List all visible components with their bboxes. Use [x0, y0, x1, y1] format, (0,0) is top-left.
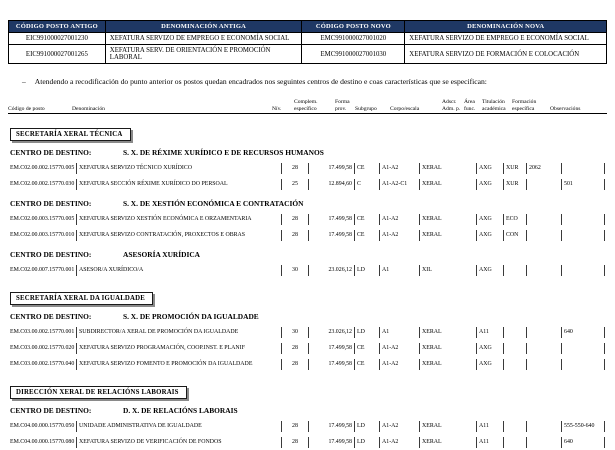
recodification-table — [8, 20, 607, 64]
cell-formacion — [561, 163, 604, 174]
cell-area: ECO — [503, 214, 526, 225]
cell-complemento: 17.499,58 — [308, 343, 354, 354]
cell-adscricion: AXG — [476, 343, 503, 354]
cell-complemento: 23.026,12 — [308, 265, 354, 276]
cell-complemento: 17.499,58 — [308, 163, 354, 174]
cell-nivel: 30 — [281, 327, 308, 338]
recodification-table-header — [9, 21, 607, 33]
recode-row — [9, 33, 607, 45]
cell-nivel: 28 — [281, 214, 308, 225]
cell-subgrupo: A1 — [379, 265, 419, 276]
recodification-note — [22, 77, 607, 86]
column-header-top: Adscr. — [442, 99, 457, 106]
cell-formacion — [561, 214, 604, 225]
cell-subgrupo: A1-A2 — [379, 421, 419, 432]
cell-titulacion — [526, 214, 561, 225]
recode-cell-codigo-novo: EMC991000027001020 — [302, 33, 405, 45]
centro-de-destino-title: S. X. DE RÉXIME XURÍDICO E DE RECURSOS HUMANOS — [123, 148, 324, 158]
recode-header-cell: DENOMINACIÓN ANTIGA — [105, 21, 302, 33]
cell-codigo: EM.C03.00.002.15770.040 — [10, 360, 75, 367]
section — [8, 287, 607, 372]
cell-adscricion: AXG — [476, 230, 503, 241]
cell-area — [503, 327, 526, 338]
column-header-area — [464, 99, 482, 112]
cell-codigo: EM.C03.00.002.15770.001 — [10, 328, 75, 335]
column-header-top: Titulación — [482, 99, 505, 106]
column-header-adscricion — [442, 99, 464, 112]
cell-nivel: 25 — [281, 179, 308, 190]
cell-corpo: XERAL — [419, 327, 476, 338]
cell-denominacion: XEFATURA SERVIZO FOMENTO E PROMOCIÓN DA IGUALDADE — [76, 359, 281, 370]
column-header-denominacion — [72, 99, 272, 112]
centro-de-destino-title: S. X. DE PROMOCIÓN DA IGUALDADE — [123, 312, 259, 322]
section — [8, 381, 607, 450]
section-title-box: SECRETARÍA XERAL TÉCNICA — [10, 128, 131, 141]
recode-header-cell: DENOMINACIÓN NOVA — [405, 21, 607, 33]
recode-cell-denominacion-nova: XEFATURA SERVIZO DE EMPREGO E ECONOMÍA SOCIAL — [405, 33, 607, 45]
recode-header-cell: CÓDIGO POSTO ANTIGO — [9, 21, 106, 33]
cell-subgrupo: A1-A2 — [379, 214, 419, 225]
centro-de-destino-label: CENTRO DE DESTINO: — [10, 406, 92, 416]
column-header-bottom: académica — [482, 105, 506, 112]
cell-area — [503, 265, 526, 276]
recode-cell-codigo-antigo: EIC991000027001265 — [9, 45, 106, 64]
cell-nivel: 28 — [281, 359, 308, 370]
column-header-formacion — [512, 99, 550, 112]
cell-complemento: 12.894,60 — [308, 179, 354, 190]
cell-complemento: 17.499,58 — [308, 437, 354, 448]
centro-de-destino-title: ASESORÍA XURÍDICA — [123, 250, 201, 260]
cell-denominacion: XEFATURA SERVIZO XESTIÓN ECONÓMICA E ORZAMENTARIA — [76, 214, 281, 225]
position-row — [8, 324, 607, 340]
cell-forma: LD — [354, 327, 379, 338]
positions-sections — [8, 123, 607, 450]
cell-titulacion — [526, 179, 561, 190]
cell-observacions — [604, 327, 615, 338]
cell-observacions — [604, 421, 615, 432]
cell-observacions — [604, 343, 615, 354]
cell-area — [503, 421, 526, 432]
column-header-bottom: específica — [512, 105, 535, 112]
cell-complemento: 23.026,12 — [308, 327, 354, 338]
cell-nivel: 28 — [281, 437, 308, 448]
column-header-observacions — [550, 99, 594, 112]
cell-corpo: XIL — [419, 265, 476, 276]
recode-cell-codigo-novo: EMC991000027001030 — [302, 45, 405, 64]
cell-subgrupo: A1-A2 — [379, 437, 419, 448]
centro-de-destino-row — [10, 406, 607, 415]
cell-corpo: XERAL — [419, 421, 476, 432]
cell-observacions — [604, 359, 615, 370]
column-header-bottom: prov. — [335, 105, 347, 112]
cell-adscricion: AXG — [476, 265, 503, 276]
centro-de-destino-row — [10, 199, 607, 208]
cell-codigo: EM.C04.00.000.15770.080 — [10, 438, 75, 445]
cell-codigo: EM.C02.00.003.15770.005 — [10, 215, 75, 222]
column-header-bottom: Observacións — [550, 105, 581, 112]
column-header-forma — [335, 99, 355, 112]
cell-corpo: XERAL — [419, 230, 476, 241]
cell-denominacion: ASESOR/A XURÍDICO/A — [76, 265, 281, 276]
cell-adscricion: AXG — [476, 163, 503, 174]
cell-codigo: EM.C02.00.002.15770.030 — [10, 180, 75, 187]
recodification-table-body — [9, 33, 607, 64]
recode-cell-denominacion-nova: XEFATURA SERVIZO DE FORMACIÓN E COLOCACIÓN — [405, 45, 607, 64]
recode-row — [9, 45, 607, 64]
column-header-bottom: Denominación — [72, 105, 105, 112]
cell-formacion: 555-550-640 — [561, 421, 604, 432]
cell-titulacion — [526, 230, 561, 241]
position-row — [8, 211, 607, 227]
cell-titulacion: 2062 — [526, 163, 561, 174]
cell-subgrupo: A1-A2 — [379, 163, 419, 174]
cell-subgrupo: A1-A2-C1 — [379, 179, 419, 190]
cell-area: CON — [503, 230, 526, 241]
cell-codigo: EM.C02.00.003.15770.010 — [10, 231, 75, 238]
cell-forma: CE — [354, 163, 379, 174]
cell-area: XUR — [503, 179, 526, 190]
cell-observacions — [604, 265, 615, 276]
column-header-bottom: Subgrupo — [355, 105, 377, 112]
position-row — [8, 356, 607, 372]
cell-forma: CE — [354, 214, 379, 225]
cell-denominacion: XEFATURA SERVIZO PROGRAMACIÓN, COOP.INST. E PLANIF — [76, 343, 281, 354]
cell-forma: LD — [354, 437, 379, 448]
column-header-complemento — [294, 99, 335, 112]
cell-observacions — [604, 437, 615, 448]
cell-adscricion: AXG — [476, 214, 503, 225]
cell-codigo: EM.C02.00.002.15770.005 — [10, 164, 75, 171]
cell-complemento: 17.499,58 — [308, 230, 354, 241]
cell-denominacion: SUBDIRECTOR/A XERAL DE PROMOCIÓN DA IGUALDADE — [76, 327, 281, 338]
recode-header-row — [9, 21, 607, 33]
recode-cell-denominacion-antiga: XEFATURA SERVIZO DE EMPREGO E ECONOMÍA SOCIAL — [105, 33, 302, 45]
cell-nivel: 30 — [281, 265, 308, 276]
cell-titulacion — [526, 437, 561, 448]
column-header-top: Forma — [335, 99, 350, 106]
cell-subgrupo: A1-A2 — [379, 230, 419, 241]
cell-corpo: XERAL — [419, 343, 476, 354]
bullet-dash: – — [22, 77, 26, 86]
centro-de-destino-title: S. X. DE XESTIÓN ECONÓMICA E CONTRATACIÓN — [123, 199, 304, 209]
cell-formacion: 501 — [561, 179, 604, 190]
position-row — [8, 160, 607, 176]
cell-adscricion: A11 — [476, 327, 503, 338]
column-header-bottom: específico — [294, 105, 317, 112]
cell-titulacion — [526, 265, 561, 276]
cell-area: XUR — [503, 163, 526, 174]
cell-formacion: 640 — [561, 327, 604, 338]
cell-observacions — [604, 214, 615, 225]
cell-nivel: 28 — [281, 230, 308, 241]
cell-subgrupo: A1-A2 — [379, 343, 419, 354]
cell-codigo: EM.C02.00.007.15770.001 — [10, 266, 75, 273]
column-header-bottom: func. — [464, 105, 476, 112]
column-header-top: Área — [464, 99, 475, 106]
column-header-codigo — [8, 99, 72, 112]
cell-denominacion: XEFATURA SECCIÓN RÉXIME XURÍDICO DO PERSOAL — [76, 179, 281, 190]
position-row — [8, 227, 607, 243]
cell-area — [503, 437, 526, 448]
cell-complemento: 17.499,58 — [308, 214, 354, 225]
cell-subgrupo: A1-A2 — [379, 359, 419, 370]
recode-header-cell: CÓDIGO POSTO NOVO — [302, 21, 405, 33]
cell-forma: C — [354, 179, 379, 190]
column-header-nivel — [272, 99, 294, 112]
column-header-top: Formación — [512, 99, 537, 106]
cell-nivel: 28 — [281, 163, 308, 174]
position-row — [8, 418, 607, 434]
cell-adscricion: A11 — [476, 437, 503, 448]
column-header-bottom: Adm. p. — [442, 105, 461, 112]
centro-de-destino-label: CENTRO DE DESTINO: — [10, 199, 92, 209]
position-row — [8, 340, 607, 356]
cell-corpo: XERAL — [419, 179, 476, 190]
position-row — [8, 262, 607, 278]
cell-formacion: 640 — [561, 437, 604, 448]
cell-titulacion — [526, 343, 561, 354]
cell-adscricion: AXG — [476, 179, 503, 190]
cell-forma: LD — [354, 265, 379, 276]
centro-de-destino-row — [10, 312, 607, 321]
cell-subgrupo: A1 — [379, 327, 419, 338]
column-header-bottom: Corpo/escala — [390, 105, 420, 112]
cell-titulacion — [526, 359, 561, 370]
section-title-box: DIRECCIÓN XERAL DE RELACIÓNS LABORAIS — [10, 386, 187, 399]
centro-de-destino-label: CENTRO DE DESTINO: — [10, 148, 92, 158]
cell-formacion — [561, 359, 604, 370]
section-title-box: SECRETARÍA XERAL DA IGUALDADE — [10, 292, 153, 305]
cell-codigo: EM.C03.00.002.15770.020 — [10, 344, 75, 351]
cell-forma: CE — [354, 230, 379, 241]
column-header-bottom: Código de posto — [8, 105, 45, 112]
column-header-titulacion — [482, 99, 512, 112]
cell-corpo: XERAL — [419, 163, 476, 174]
cell-observacions — [604, 230, 615, 241]
centro-de-destino-row — [10, 250, 607, 259]
cell-complemento: 17.499,58 — [308, 359, 354, 370]
cell-nivel: 28 — [281, 421, 308, 432]
cell-adscricion: AXG — [476, 359, 503, 370]
cell-observacions — [604, 179, 615, 190]
cell-corpo: XERAL — [419, 214, 476, 225]
column-header-top: Complem. — [294, 99, 318, 106]
cell-formacion — [561, 230, 604, 241]
cell-denominacion: XEFATURA SERVIZO CONTRATACIÓN, PROXECTOS E OBRAS — [76, 230, 281, 241]
column-header-subgrupo — [355, 99, 390, 112]
cell-formacion — [561, 265, 604, 276]
column-header-bottom: Nív. — [272, 105, 282, 112]
cell-formacion — [561, 343, 604, 354]
cell-area — [503, 343, 526, 354]
cell-corpo: XERAL — [419, 359, 476, 370]
positions-table-header — [8, 99, 607, 114]
centro-de-destino-row — [10, 148, 607, 157]
cell-denominacion: XEFATURA SERVIZO DE VERIFICACIÓN DE FONDOS — [76, 437, 281, 448]
position-row — [8, 434, 607, 450]
position-row — [8, 176, 607, 192]
centro-de-destino-title: D. X. DE RELACIÓNS LABORAIS — [123, 406, 238, 416]
cell-denominacion: XEFATURA SERVIZO TÉCNICO XURÍDICO — [76, 163, 281, 174]
cell-corpo: XERAL — [419, 437, 476, 448]
cell-adscricion: A11 — [476, 421, 503, 432]
cell-observacions — [604, 163, 615, 174]
centro-de-destino-label: CENTRO DE DESTINO: — [10, 312, 92, 322]
cell-titulacion — [526, 327, 561, 338]
cell-nivel: 28 — [281, 343, 308, 354]
column-header-corpo — [390, 99, 442, 112]
section — [8, 123, 607, 278]
cell-area — [503, 359, 526, 370]
cell-complemento: 17.499,58 — [308, 421, 354, 432]
cell-titulacion — [526, 421, 561, 432]
centro-de-destino-label: CENTRO DE DESTINO: — [10, 250, 92, 260]
cell-forma: LD — [354, 421, 379, 432]
recode-cell-denominacion-antiga: XEFATURA SERV. DE ORIENTACIÓN E PROMOCIÓN LABORAL — [105, 45, 302, 64]
cell-forma: CE — [354, 343, 379, 354]
cell-codigo: EM.C04.00.000.15770.050 — [10, 422, 75, 429]
bullet-text: Atendendo a recodificación do punto anterior os postos quedan encadrados nos seguintes centros de destino e coas características que se especifican: — [34, 77, 487, 86]
recode-cell-codigo-antigo: EIC991000027001230 — [9, 33, 106, 45]
cell-denominacion: UNIDADE ADMINISTRATIVA DE IGUALDADE — [76, 421, 281, 432]
cell-forma: CE — [354, 359, 379, 370]
